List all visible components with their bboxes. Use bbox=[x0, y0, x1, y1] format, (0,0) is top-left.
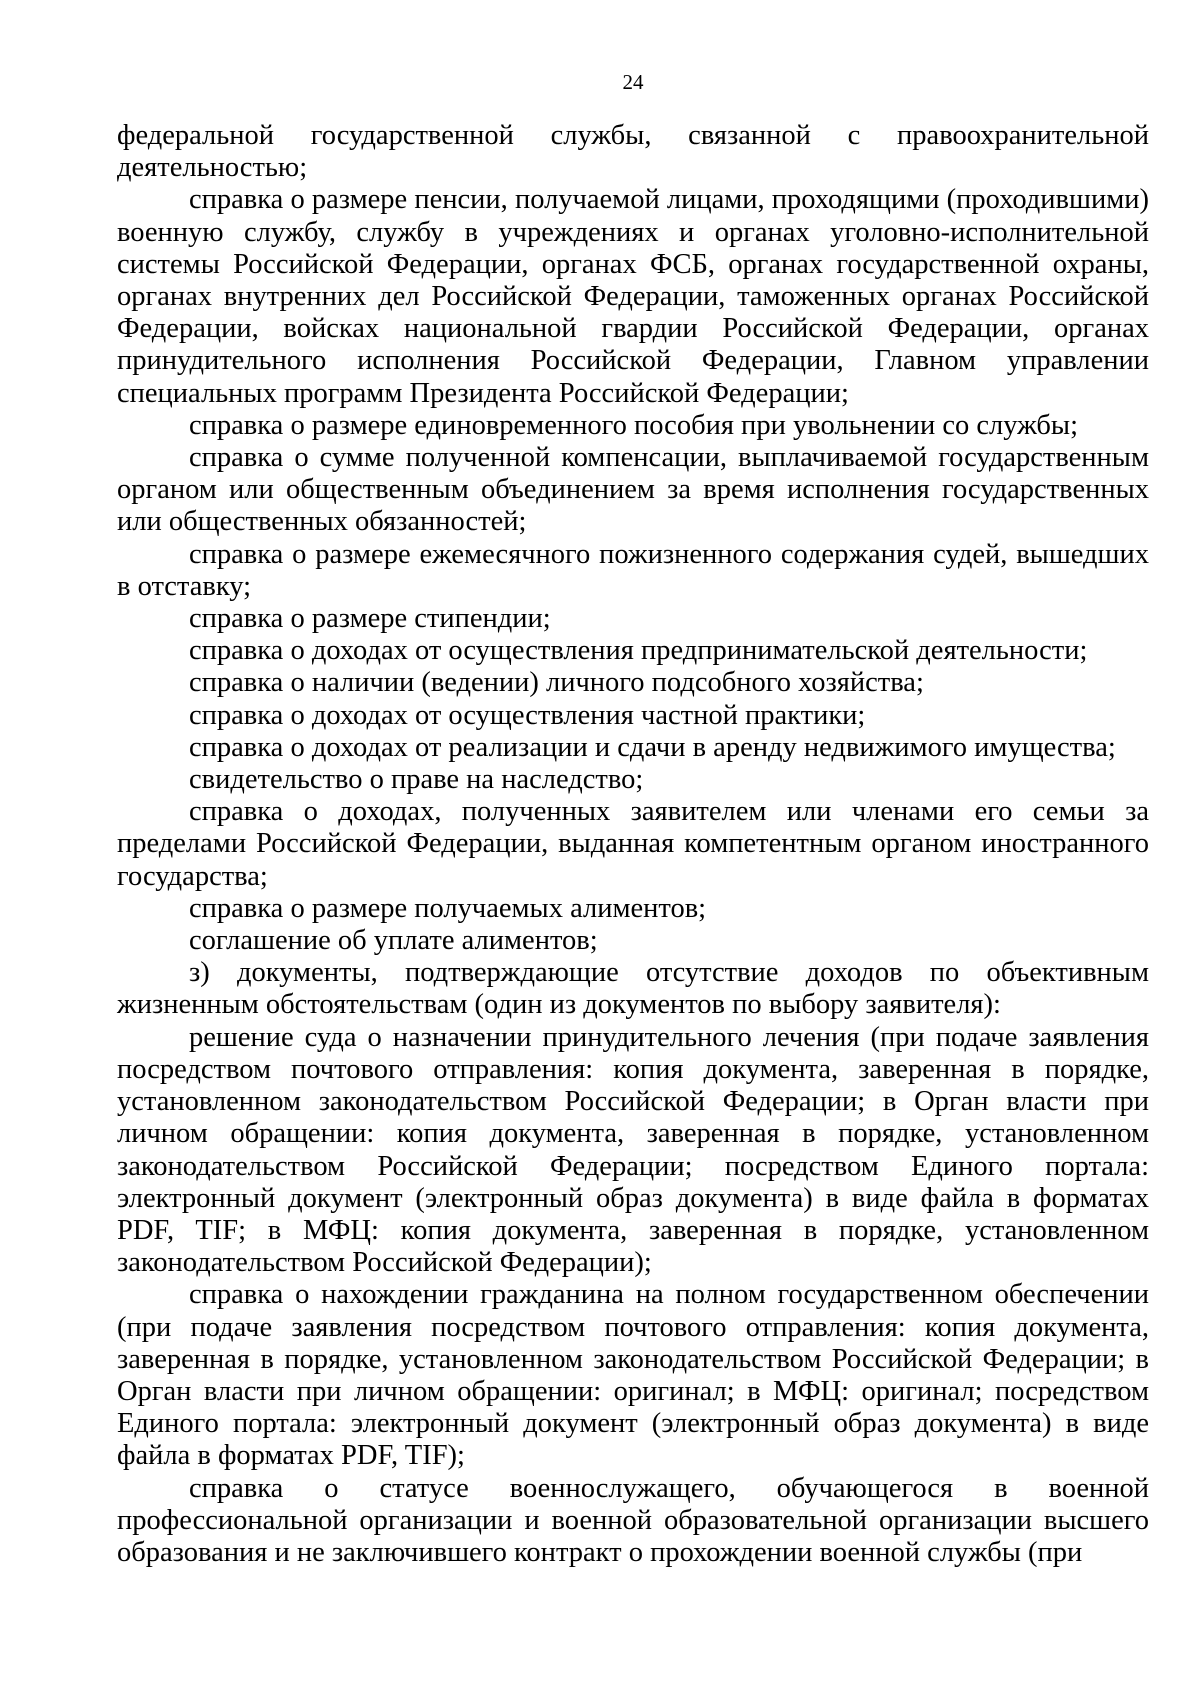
paragraph: решение суда о назначении принудительного лечения (при подаче заявления посредством почтового отправления: копия документа, заверенная в порядке, установленном законодательством Российской Федерации; в Орган власти при личном обращении: копия документа, заверенная в порядке, установленном законодательством Российской Федерации; посредством Единого портала: электронный документ (электронный образ документа) в виде файла в форматах PDF, TIF; в МФЦ: копия документа, заверенная в порядке, установленном законодательством Российской Федерации); bbox=[117, 1021, 1149, 1279]
paragraph: справка о размере стипендии; bbox=[189, 603, 551, 635]
paragraph: соглашение об уплате алиментов; bbox=[189, 925, 598, 957]
paragraph: справка о сумме полученной компенсации, выплачиваемой государственным органом или общественным объединением за время исполнения государственных или общественных обязанностей; bbox=[117, 442, 1149, 538]
paragraph: справка о размере пенсии, получаемой лицами, проходящими (проходившими) военную службу, службу в учреждениях и органах уголовно-исполнительной системы Российской Федерации, органах ФСБ, органах государственной охраны, органах внутренних дел Российской Федерации, таможенных органах Российской Федерации, войсках национальной гвардии Российской Федерации, органах принудительного исполнения Российской Федерации, Главном управлении специальных программ Президента Российской Федерации; bbox=[117, 184, 1149, 409]
paragraph: справка о размере ежемесячного пожизненного содержания судей, вышедших в отставку; bbox=[117, 538, 1149, 602]
paragraph: справка о доходах от осуществления частной практики; bbox=[189, 699, 866, 731]
paragraph: з) документы, подтверждающие отсутствие доходов по объективным жизненным обстоятельствам (один из документов по выбору заявителя): bbox=[117, 957, 1149, 1021]
paragraph: справка о размере единовременного пособия при увольнении со службы; bbox=[189, 409, 1078, 441]
paragraph: справка о наличии (ведении) личного подсобного хозяйства; bbox=[189, 667, 924, 699]
paragraph: справка о доходах, полученных заявителем или членами его семьи за пределами Российской Федерации, выданная компетентным органом иностранного государства; bbox=[117, 796, 1149, 892]
paragraph: справка о доходах от реализации и сдачи в аренду недвижимого имущества; bbox=[189, 731, 1116, 763]
document-body bbox=[117, 120, 1149, 1569]
paragraph: федеральной государственной службы, связанной с правоохранительной деятельностью; bbox=[117, 120, 1149, 184]
paragraph: справка о доходах от осуществления предпринимательской деятельности; bbox=[189, 635, 1088, 667]
paragraph: свидетельство о праве на наследство; bbox=[189, 764, 644, 796]
paragraph: справка о нахождении гражданина на полном государственном обеспечении (при подаче заявления посредством почтового отправления: копия документа, заверенная в порядке, установленном законодательством Российской Федерации; в Орган власти при личном обращении: оригинал; в МФЦ: оригинал; посредством Единого портала: электронный документ (электронный образ документа) в виде файла в форматах PDF, TIF); bbox=[117, 1279, 1149, 1472]
paragraph: справка о размере получаемых алиментов; bbox=[189, 892, 707, 924]
paragraph: справка о статусе военнослужащего, обучающегося в военной профессиональной организации и военной образовательной организации высшего образования и не заключившего контракт о прохождении военной службы (при bbox=[117, 1472, 1149, 1568]
page-number: 24 bbox=[622, 70, 644, 94]
